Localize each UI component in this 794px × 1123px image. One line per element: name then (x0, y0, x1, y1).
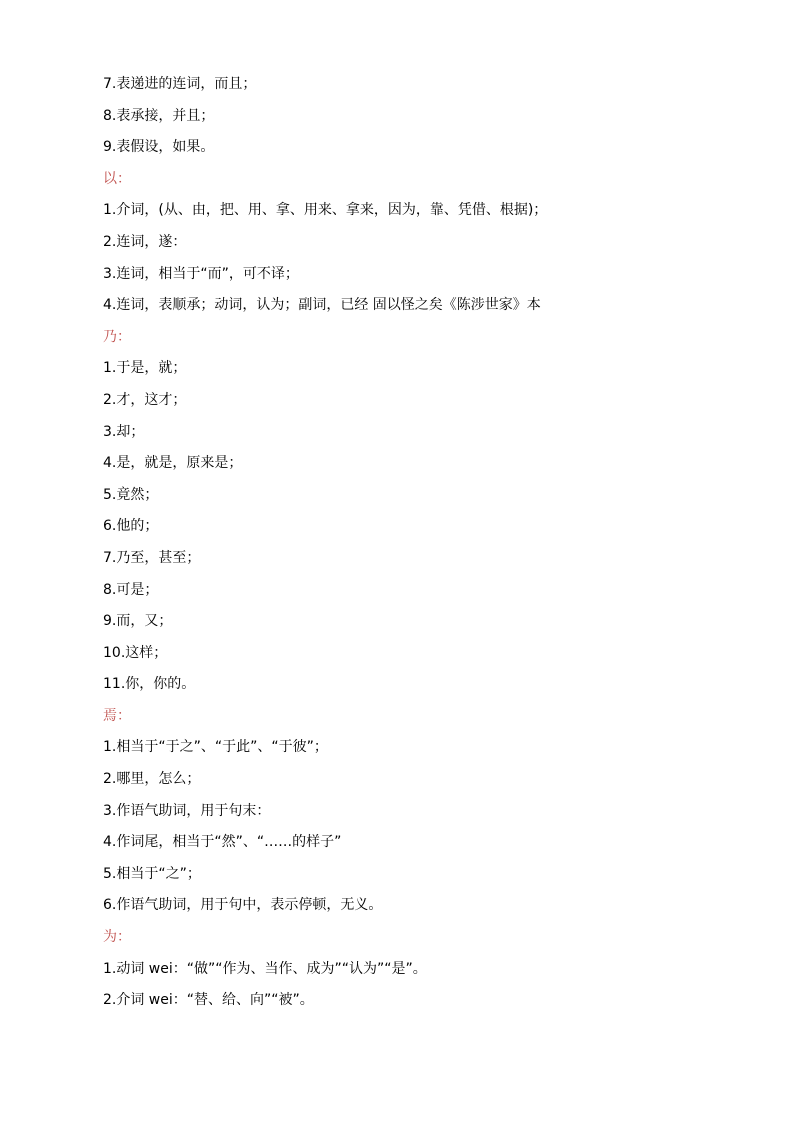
list-item: 3.却； (103, 423, 145, 440)
list-item: 4.作词尾，相当于“然”、“……的样子” (103, 834, 342, 851)
list-item: 1.于是，就； (103, 360, 187, 377)
list-item: 5.相当于“之”； (103, 865, 201, 882)
list-item: 8.可是； (103, 581, 159, 598)
list-item: 1.动词 wei：“做”“作为、当作、成为”“认为”“是”。 (103, 960, 427, 977)
list-item: 2.连词，遂： (103, 233, 187, 250)
list-item: 10.这样； (103, 644, 168, 661)
document-page (103, 72, 723, 1020)
list-item: 4.是，就是，原来是； (103, 455, 243, 472)
section-heading-nai: 乃： (103, 328, 131, 345)
list-item: 7.乃至，甚至； (103, 549, 201, 566)
list-item: 6.他的； (103, 518, 159, 535)
list-item: 1.介词，(从、由，把、用、拿、用来、拿来，因为，靠、凭借、根据)； (103, 202, 548, 219)
list-item: 7.表递进的连词，而且； (103, 76, 257, 92)
list-item: 3.作语气助词，用于句末： (103, 802, 271, 819)
list-item: 2.介词 wei：“替、给、向”“被”。 (103, 992, 314, 1009)
section-heading-yan: 焉： (103, 707, 131, 724)
list-item: 4.连词，表顺承；动词，认为；副词，已经 固以怪之矣《陈涉世家》本 (103, 297, 541, 314)
list-item: 8.表承接，并且； (103, 107, 215, 124)
list-item: 11.你，你的。 (103, 676, 196, 693)
section-heading-wei: 为： (103, 929, 131, 946)
list-item: 6.作语气助词，用于句中，表示停顿，无义。 (103, 897, 383, 914)
section-heading-yi: 以： (103, 170, 131, 187)
list-item: 3.连词，相当于“而”，可不译； (103, 265, 299, 282)
list-item: 9.表假设，如果。 (103, 139, 215, 156)
list-item: 2.才，这才； (103, 391, 187, 408)
list-item: 5.竟然； (103, 486, 159, 503)
list-item: 9.而，又； (103, 613, 173, 630)
list-item: 2.哪里，怎么； (103, 771, 201, 788)
list-item: 1.相当于“于之”、“于此”、“于彼”； (103, 739, 328, 756)
